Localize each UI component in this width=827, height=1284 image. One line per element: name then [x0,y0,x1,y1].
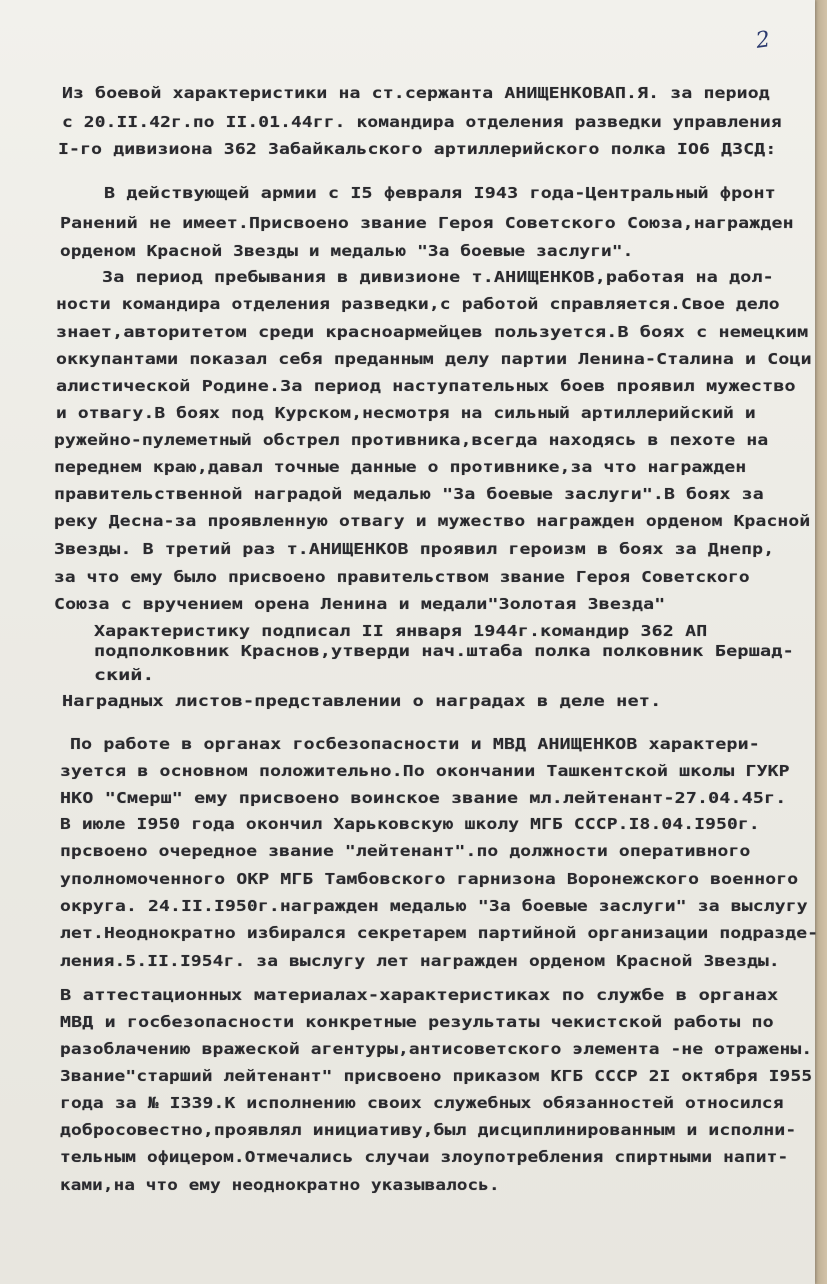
text-line: за что ему было присвоено правительством звание Героя Советского [54,568,750,586]
text-line: с 20.II.42г.по II.01.44гг. командира отделения разведки управления [62,113,782,131]
handwritten-page-number: 2 [754,27,772,54]
text-line: ками,на что ему неоднократно указывалось. [60,1176,500,1194]
text-line: Из боевой характеристики на ст.сержанта АНИЩЕНКОВАП.Я. за период [62,84,770,102]
text-line: В действующей армии с I5 февраля I943 года-Центральный фронт [104,184,776,202]
text-line: подполковник Краснов,утверди нач.штаба полка полковник Бершад- [94,642,794,660]
text-line: В июле I950 года окончил Харьковскую школу МГБ СССР.I8.04.I950г. [60,815,760,833]
text-line: ружейно-пулеметный обстрел противника,всегда находясь в пехоте на [54,431,769,449]
text-line: переднем краю,давал точные данные о противнике,за что награжден [54,458,747,476]
text-line: Союза с вручением орена Ленина и медали"Золотая Звезда" [54,595,666,613]
text-line: Наградных листов-представлении о наградах в деле нет. [62,692,662,710]
text-line: разоблачению вражеской агентуры,антисоветского элемента -не отражены. [60,1040,813,1058]
text-line: Звание"старший лейтенант" присвоено приказом КГБ СССР 2I октября I955 [60,1067,813,1085]
text-line: Характеристику подписал II января 1944г.командир 362 АП [94,622,708,640]
text-line: реку Десна-за проявленную отвагу и мужество награжден орденом Красной [54,512,811,530]
text-line: знает,авторитетом среди красноармейцев пользуется.В боях с немецким [56,323,809,341]
text-line: Звезды. В третий раз т.АНИЩЕНКОВ проявил героизм в боях за Днепр, [54,540,775,558]
text-line: НКО "Смерш" ему присвоено воинское звание мл.лейтенант-27.04.45г. [60,789,787,807]
text-line: прсвоено очередное звание "лейтенант".по должности оперативного [60,842,751,860]
text-line: зуется в основном положительно.По окончании Ташкентской школы ГУКР [60,762,790,780]
text-line: добросовестно,проявлял инициативу,был дисциплинированным и исполни- [60,1121,797,1139]
text-line: оккупантами показал себя преданным делу партии Ленина-Сталина и Соци [56,350,812,368]
text-line: правительственной наградой медалью "За боевые заслуги".В боях за [54,485,764,503]
text-line: уполномоченного ОКР МГБ Тамбовского гарнизона Воронежского военного [60,870,799,888]
text-line: лет.Неоднократно избирался секретарем партийной организации подразде- [60,924,819,942]
text-line: ления.5.II.I954г. за выслугу лет награжден орденом Красной Звезды. [60,952,780,970]
text-line: Ранений не имеет.Присвоено звание Героя Советского Союза,награжден [60,214,794,232]
text-line: В аттестационных материалах-характеристиках по службе в органах [60,986,779,1004]
text-line: ности командира отделения разведки,с работой справляется.Свое дело [56,295,780,313]
text-line: тельным офицером.Отмечались случаи злоупотребления спиртными напит- [60,1148,789,1166]
text-line: и отвагу.В боях под Курском,несмотря на сильный артиллерийский и [56,404,756,422]
desk-background [813,0,827,1284]
text-line: I-го дивизиона 362 Забайкальского артиллерийского полка IO6 ДЗСД: [58,140,777,158]
text-line: года за № I339.К исполнению своих служебных обязанностей относился [60,1094,784,1112]
text-line: ский. [94,666,155,684]
text-line: округа. 24.II.I950г.награжден медалью "За боевые заслуги" за выслугу [60,897,808,915]
text-line: По работе в органах госбезопасности и МВД АНИЩЕНКОВ характери- [70,735,760,753]
text-line: За период пребывания в дивизионе т.АНИЩЕНКОВ,работая на дол- [102,268,774,286]
text-line: алистической Родине.За период наступательных боев проявил мужество [56,377,796,395]
text-line: МВД и госбезопасности конкретные результаты чекистской работы по [60,1013,774,1031]
text-line: орденом Красной Звезды и медалью "За боевые заслуги". [60,242,634,260]
